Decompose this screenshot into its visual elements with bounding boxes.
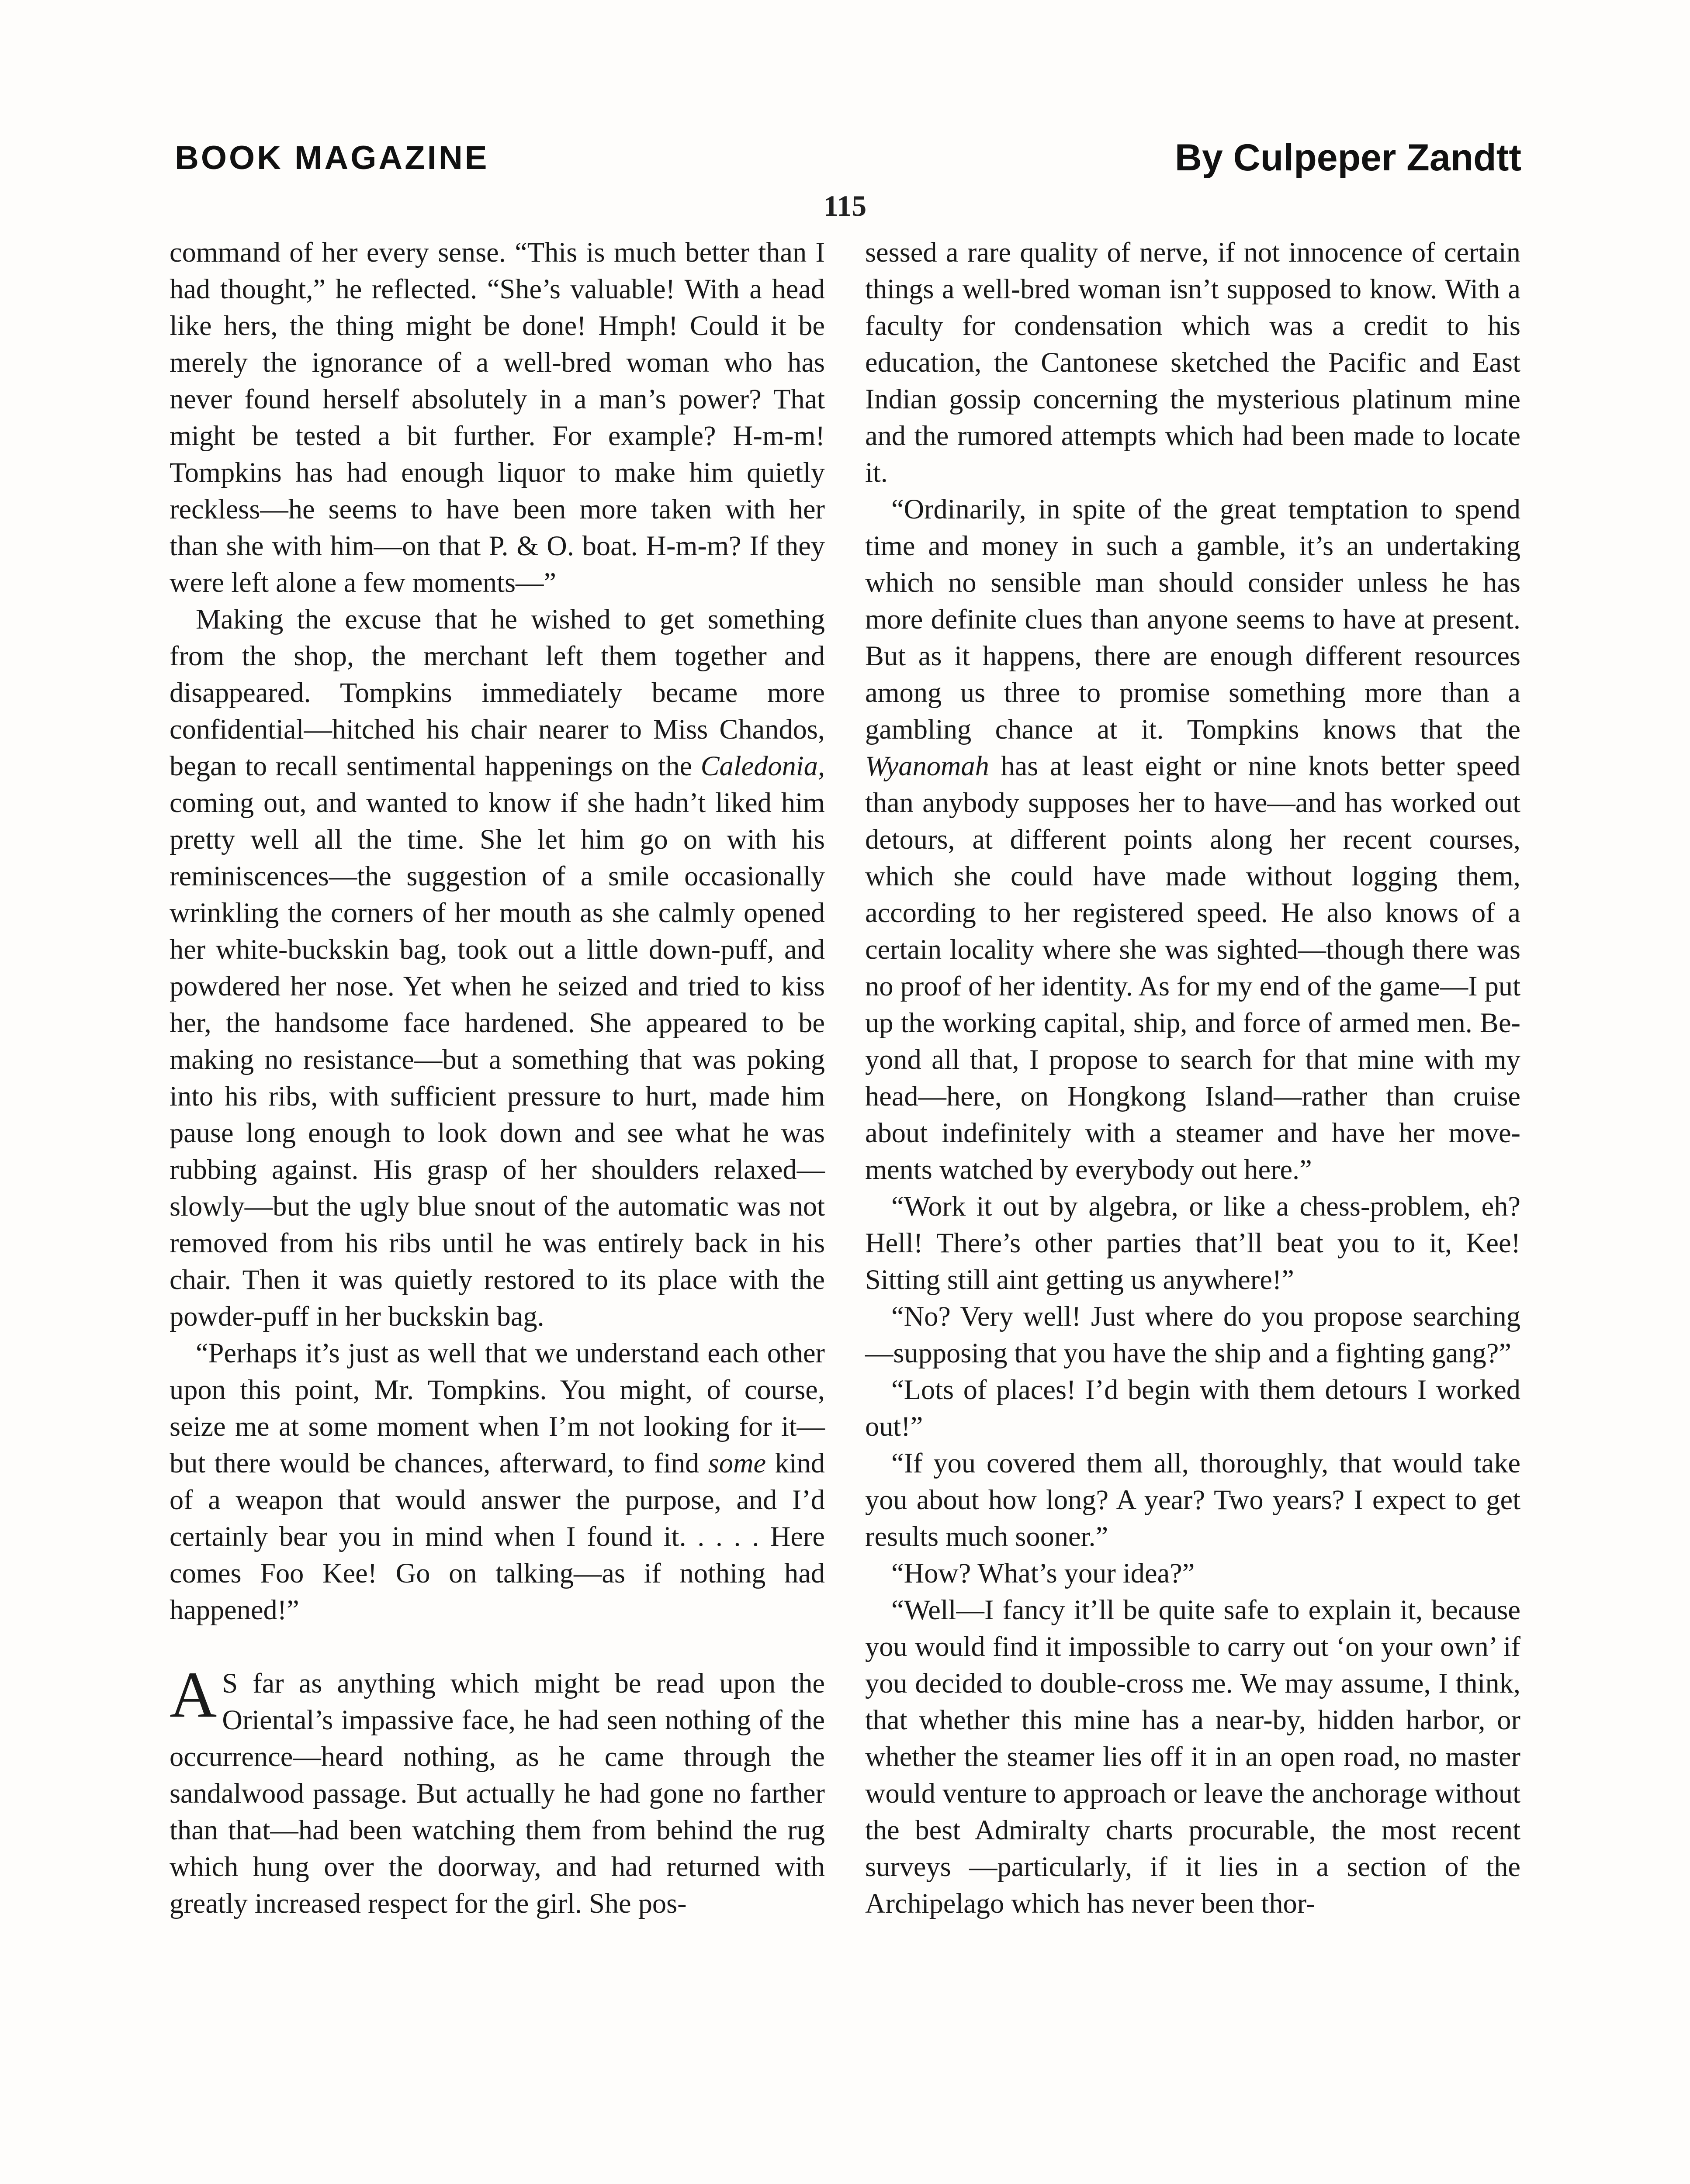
paragraph: “Work it out by algebra, or like a chess-problem, eh? Hell! There’s other parties that’ll beat you to it, Kee! Sitting still aint getting us anywhere!” [865,1191,1520,1295]
text-run: coming out, and wanted to know if she hadn’t liked him pretty well all the time. She let him go on with his reminiscences—the suggestion of a smile occasionally wrinkling the corners of her mouth as she calmly opened her white-buckskin bag, took out a little down-puff, and powdered her nose. Yet when he seized and tried to kiss her, the handsome face hardened. She appeared to be making no resistance—but a something that was poking into his ribs, with sufficient pressure to hurt, made him pause long enough to look down and see what he was rubbing against. His grasp of her shoulders relaxed—slowly—but the ugly blue snout of the automatic was not removed from his ribs until he was entirely back in his chair. Then it was quietly restored to its place with the powder-puff in her buckskin bag. [170,787,825,1332]
text-run: Making the excuse that he wished to get something from the shop, the merchant left them together and disappeared. Tompkins immediately became more confidential—hitched his chair nearer to Miss Chandos, began to recall sentimental happenings on the [170,604,825,781]
paragraph: “If you covered them all, thoroughly, that would take you about how long? A year? Two years? I expect to get results much sooner.” [865,1448,1520,1552]
paragraph: “Lots of places! I’d begin with them detours I worked out!” [865,1374,1520,1442]
text-run: “Ordinarily, in spite of the great temptation to spend time and money in such a gamble, it’s an undertaking which no sensible man should consider unless he has more definite clues than anyone seems to have at present. But as it happens, there are enough different resources among us three to promise something more than a gambling chance at it. Tompkins knows that the [865,494,1520,745]
author-byline: By Culpeper Zandtt [1174,137,1521,179]
left-column [170,234,825,1922]
paragraph [865,491,1520,1188]
text-run: has at least eight or nine knots better speed than anybody supposes her to have—and has worked out detours, at different points along her recent courses, which she could have made without logging them, according to her registered speed. He also knows of a certain locality where she was sighted—though there was no proof of her identity. As for my end of the game—I put up the working capital, ship, and force of armed men. Beyond all that, I propose to search for that mine with my head—here, on Hongkong Island—rather than cruise about indefinitely with a steamer and have her movements watched by everybody out here.” [865,750,1520,1185]
text-run: kind of a weapon that would answer the purpose, and I’d certainly bear you in mind when I found it. . . . . Here comes Foo Kee! Go on talking—as if nothing had happened!” [170,1448,825,1625]
text-run: “Perhaps it’s just as well that we understand each other upon this point, Mr. Tompkins. You might, of course, seize me at some moment when I’m not looking for it—but there would be chances, afterward, to find [170,1337,825,1479]
paragraph: “Well—I fancy it’ll be quite safe to explain it, because you would find it impossible to carry out ‘on your own’ if you decided to double-cross me. We may assume, I think, that whether this mine has a near-by, hidden harbor, or whether the steamer lies off it in an open road, no master would venture to approach or leave the anchorage without the best Admiralty charts procurable, the most recent surveys —particularly, if it lies in a section of the Archipelago which has never been thor- [865,1594,1520,1919]
paragraph: “No? Very well! Just where do you propose searching—supposing that you have the ship and a fighting gang?” [865,1301,1520,1368]
paragraph [170,601,825,1335]
emphasis: some [708,1448,766,1479]
drop-cap: A [170,1659,217,1731]
ship-name: Wyanomah [865,750,989,781]
text-run: S far as anything which might be read upon the Oriental’s impassive face, he had seen nothing of the occurrence—heard nothing, as he came through the sandalwood passage. But actually he had gone no farther than that—had been watching them from behind the rug which hung over the doorway, and had returned with greatly increased respect for the girl. She pos- [170,1668,825,1919]
publication-title: BOOK MAGAZINE [175,139,489,176]
paragraph: sessed a rare quality of nerve, if not innocence of certain things a well-bred woman isn’t supposed to know. With a faculty for condensation which was a credit to his education, the Cantonese sketched the Pacific and East Indian gossip concerning the mysterious platinum mine and the rumored attempts which had been made to locate it. [865,237,1520,488]
section-paragraph [170,1659,825,1922]
paragraph: “How? What’s your idea?” [891,1558,1195,1589]
paragraph [170,1335,825,1628]
right-column [865,234,1520,1922]
ship-name: Caledonia, [700,750,825,781]
paragraph: command of her every sense. “This is much better than I had thought,” he reflected. “She’s valuable! With a head like hers, the thing might be done! Hmph! Could it be merely the ignorance of a well-bred woman who has never found herself absolutely in a man’s power? That might be tested a bit further. For example? H-m-m! Tompkins has had enough liquor to make him quietly reckless—he seems to have been more taken with her than she with him—on that P. & O. boat. H-m-m? If they were left alone a few moments—” [170,237,825,598]
page-number: 115 [823,189,867,222]
